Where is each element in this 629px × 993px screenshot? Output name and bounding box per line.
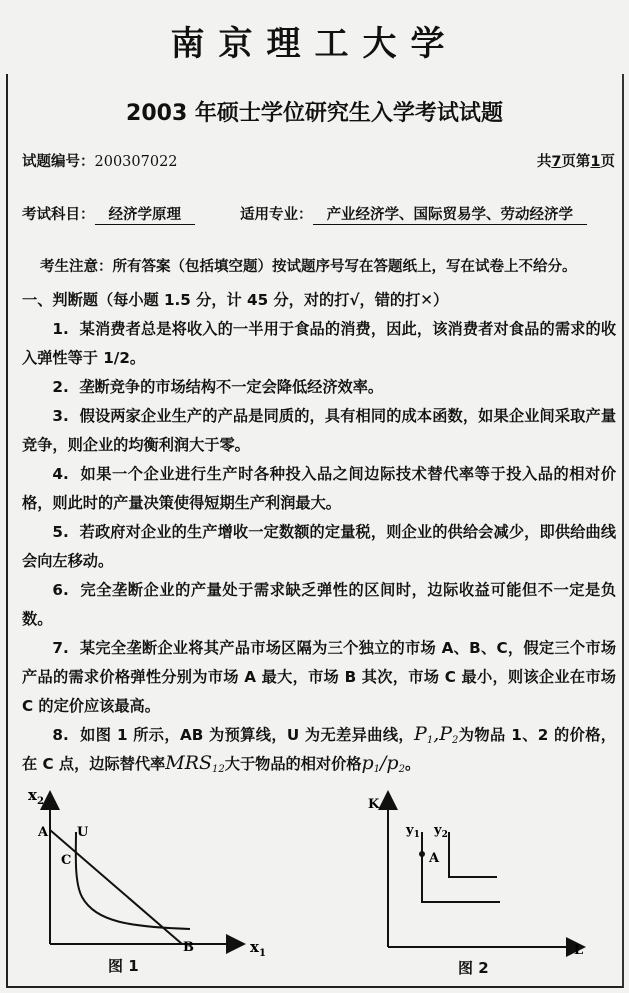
ratio-numerator: p bbox=[361, 752, 374, 774]
pages-mid: 页第 bbox=[561, 154, 591, 170]
subject-row bbox=[22, 203, 615, 225]
question-3 bbox=[22, 402, 616, 460]
question-number: 5. bbox=[52, 523, 69, 541]
ratio-numerator-subscript: 1 bbox=[373, 764, 380, 775]
math-comma: , bbox=[433, 723, 440, 745]
question-number: 6. bbox=[52, 581, 69, 599]
question-number: 8. bbox=[52, 726, 69, 744]
y2-label: $y_2$ bbox=[434, 823, 448, 840]
question-number: 4. bbox=[52, 465, 69, 483]
figure-2-isoquant bbox=[360, 782, 600, 962]
indifference-curve-u bbox=[76, 832, 190, 929]
question-5 bbox=[22, 518, 616, 576]
major-label: 适用专业： bbox=[240, 207, 313, 223]
ratio-denominator: p bbox=[386, 752, 399, 774]
exam-code-row bbox=[22, 150, 615, 171]
subject-label: 考试科目： bbox=[22, 207, 95, 223]
question-text: 如果一个企业进行生产时各种投入品之间边际技术替代率等于投入品的相对价格，则此时的产量决策使得短期生产利润最大。 bbox=[22, 465, 617, 512]
p2-symbol: P bbox=[439, 723, 453, 745]
point-a-label: A bbox=[429, 851, 440, 866]
question-2 bbox=[22, 373, 616, 402]
price-p1 bbox=[414, 723, 458, 745]
mrs-subscript: 12 bbox=[212, 764, 225, 775]
question-7 bbox=[22, 634, 616, 721]
figure-2-caption: 图 2 bbox=[458, 959, 489, 977]
pages-current: 1 bbox=[590, 154, 601, 170]
ratio-slash: / bbox=[379, 752, 387, 774]
mrs-text: MRS bbox=[165, 752, 213, 774]
k-axis-label: K bbox=[368, 797, 380, 812]
question-body bbox=[22, 286, 616, 779]
isoquant-y2 bbox=[449, 832, 497, 877]
ratio-denominator-subscript: 2 bbox=[398, 764, 405, 775]
q8-text-2: 为物品 1、2 的价格，在 C 点，边际替代率 bbox=[22, 726, 616, 773]
y1-label: $y_1$ bbox=[406, 823, 420, 840]
point-c-label: C bbox=[61, 853, 72, 868]
question-number: 7. bbox=[52, 639, 69, 657]
figure-1-caption: 图 1 bbox=[108, 957, 139, 975]
page-count bbox=[537, 150, 615, 171]
exam-title: 2003 年硕士学位研究生入学考试试题 bbox=[126, 101, 503, 126]
point-b-label: B bbox=[183, 940, 194, 955]
question-number: 2. bbox=[52, 378, 69, 396]
question-text: 某消费者总是将收入的一半用于食品的消费，因此，该消费者对食品的需求的收入弹性等于 1/2。 bbox=[22, 320, 617, 367]
q8-end: 。 bbox=[404, 755, 421, 773]
university-name: 南京理工大学 bbox=[170, 24, 459, 64]
exam-code-label: 试题编号： bbox=[22, 154, 95, 170]
price-ratio bbox=[361, 752, 405, 774]
p1-symbol: P bbox=[414, 723, 427, 745]
y-axis-label: $x_2$ bbox=[28, 786, 44, 807]
mrs-symbol bbox=[165, 752, 225, 774]
question-text: 完全垄断企业的产量处于需求缺乏弹性的区间时，边际收益可能但不一定是负数。 bbox=[22, 581, 617, 628]
major-value: 产业经济学、国际贸易学、劳动经济学 bbox=[313, 203, 588, 225]
question-4 bbox=[22, 460, 616, 518]
question-number: 3. bbox=[52, 407, 69, 425]
question-8 bbox=[22, 721, 616, 779]
exam-code-value: 200307022 bbox=[94, 154, 178, 170]
q8-text-1: 如图 1 所示，AB 为预算线，U 为无差异曲线， bbox=[80, 726, 415, 744]
l-axis-label: L bbox=[574, 943, 584, 958]
pages-suffix: 页 bbox=[600, 154, 615, 170]
pages-prefix: 共 bbox=[536, 154, 552, 170]
question-1 bbox=[22, 315, 616, 373]
p1-subscript: 1 bbox=[426, 735, 434, 746]
question-text: 某完全垄断企业将其产品市场区隔为三个独立的市场 A、B、C，假定三个市场产品的需求价格弹性分别为市场 A 最大，市场 B 其次，市场 C 最小，则该企业在市场 C 的定价应该最高。 bbox=[22, 639, 617, 715]
question-text: 垄断竞争的市场结构不一定会降低经济效率。 bbox=[79, 378, 384, 396]
exam-notice: 考生注意：所有答案（包括填空题）按试题序号写在答题纸上，写在试卷上不给分。 bbox=[40, 259, 577, 275]
q8-text-3: 大于物品的相对价格 bbox=[224, 755, 362, 773]
question-number: 1. bbox=[52, 320, 69, 338]
p2-subscript: 2 bbox=[452, 735, 459, 746]
section-title: 一、判断题（每小题 1.5 分，计 45 分，对的打√，错的打✕） bbox=[22, 291, 449, 309]
isoquant-y1 bbox=[422, 832, 500, 902]
subject-value: 经济学原理 bbox=[95, 203, 196, 225]
point-a-label: A bbox=[38, 825, 49, 840]
curve-u-label: U bbox=[77, 825, 89, 840]
pages-total: 7 bbox=[551, 154, 562, 170]
question-text: 假设两家企业生产的产品是同质的，具有相同的成本函数，如果企业间采取产量竞争，则企业的均衡利润大于零。 bbox=[22, 407, 617, 454]
question-6 bbox=[22, 576, 616, 634]
figure-1-indifference-curve bbox=[20, 782, 280, 962]
x-axis-label: $x_1$ bbox=[250, 938, 266, 959]
point-a-marker bbox=[419, 851, 425, 857]
question-text: 若政府对企业的生产增收一定数额的定量税，则企业的供给会减少，即供给曲线会向左移动。 bbox=[22, 523, 617, 570]
